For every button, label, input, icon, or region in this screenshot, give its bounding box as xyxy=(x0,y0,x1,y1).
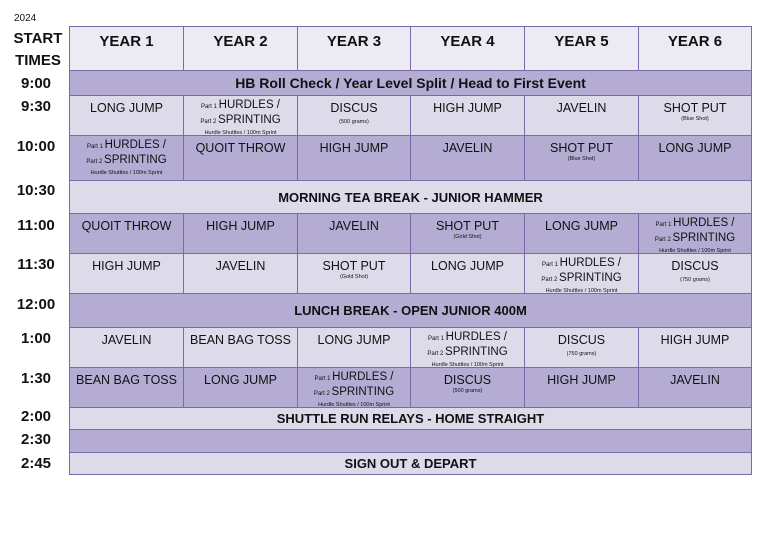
schedule-cell xyxy=(638,367,752,408)
schedule-cell xyxy=(297,367,411,408)
schedule-cell xyxy=(410,213,525,254)
hurdles-text: HURDLES / xyxy=(445,331,508,343)
event-name: SHOT PUT xyxy=(550,141,613,155)
event-note: (Gold Shot) xyxy=(339,274,369,280)
hurdles-line xyxy=(411,331,524,346)
event-note: Hurdle Shuttles / 100m Sprint xyxy=(90,170,163,176)
column-header-year-4: YEAR 4 xyxy=(410,26,525,71)
event-name: HIGH JUMP xyxy=(319,141,389,155)
schedule-cell xyxy=(183,367,298,408)
year-label: 2024 xyxy=(14,13,37,24)
start-label-line1: START xyxy=(13,30,63,47)
schedule-cell xyxy=(638,327,752,368)
hurdles-line xyxy=(525,257,638,272)
schedule-cell xyxy=(638,253,752,294)
event-name: DISCUS xyxy=(671,259,719,273)
sprinting-text: SPRINTING xyxy=(218,114,281,126)
event-name: HIGH JUMP xyxy=(547,373,616,387)
event-name: LONG JUMP xyxy=(431,259,504,273)
event-note: Hurdle Shuttles / 100m Sprint xyxy=(545,288,618,294)
hurdles-text: HURDLES / xyxy=(218,99,281,111)
hurdles-line xyxy=(184,99,297,114)
event-note: (Blue Shot) xyxy=(567,156,596,162)
event-name: JAVELIN xyxy=(442,141,493,155)
schedule-cell xyxy=(69,367,184,408)
part-label: Part 1 xyxy=(655,222,674,228)
event-note: (750 grams) xyxy=(566,351,597,357)
time-label: 10:30 xyxy=(16,182,56,199)
hurdles-line xyxy=(298,371,410,386)
sprinting-text: SPRINTING xyxy=(104,154,167,166)
schedule-cell xyxy=(69,135,184,181)
hurdles-line xyxy=(639,217,751,232)
start-times-label xyxy=(10,28,66,72)
event-name: LONG JUMP xyxy=(658,141,732,155)
sprinting-line xyxy=(70,154,183,169)
part-label: Part 2 xyxy=(427,351,446,357)
event-note: (500 grams) xyxy=(452,388,483,394)
part-label: Part 1 xyxy=(200,104,219,110)
schedule-cell xyxy=(69,253,184,294)
schedule-cell xyxy=(183,327,298,368)
sprinting-line xyxy=(525,272,638,287)
time-label: 2:30 xyxy=(20,431,52,448)
column-header-year-2: YEAR 2 xyxy=(183,26,298,71)
time-label: 10:00 xyxy=(16,138,56,155)
span-row-r11: SIGN OUT & DEPART xyxy=(69,452,752,475)
schedule-cell xyxy=(524,367,639,408)
hurdles-text: HURDLES / xyxy=(673,217,735,229)
schedule-cell xyxy=(638,213,752,254)
event-name: DISCUS xyxy=(557,333,606,347)
time-label: 1:00 xyxy=(20,330,52,347)
schedule-cell xyxy=(524,213,639,254)
schedule-cell xyxy=(638,135,752,181)
sprinting-text: SPRINTING xyxy=(559,272,622,284)
schedule-cell xyxy=(410,327,525,368)
part-label: Part 2 xyxy=(86,159,105,165)
time-label: 2:00 xyxy=(20,408,52,425)
hurdles-text: HURDLES / xyxy=(104,139,167,151)
schedule-cell xyxy=(183,135,298,181)
part-label: Part 1 xyxy=(541,262,560,268)
event-name: JAVELIN xyxy=(329,219,379,233)
event-name: HIGH JUMP xyxy=(433,101,502,115)
schedule-cell xyxy=(410,95,525,136)
column-header-year-1: YEAR 1 xyxy=(69,26,184,71)
schedule-cell xyxy=(183,213,298,254)
sprinting-line xyxy=(184,114,297,129)
event-name: QUOIT THROW xyxy=(195,141,286,155)
hurdles-text: HURDLES / xyxy=(332,371,394,383)
schedule-cell xyxy=(69,327,184,368)
event-note: Hurdle Shuttles / 100m Sprint xyxy=(318,402,390,408)
sprinting-text: SPRINTING xyxy=(672,232,736,244)
time-label: 12:00 xyxy=(16,296,56,313)
event-note: (500 grams) xyxy=(339,119,369,125)
event-name: HIGH JUMP xyxy=(660,333,730,347)
event-name: DISCUS xyxy=(443,373,492,387)
time-label: 9:00 xyxy=(20,75,52,92)
time-label: 1:30 xyxy=(20,370,52,387)
schedule-cell xyxy=(297,253,411,294)
event-name: LONG JUMP xyxy=(317,333,391,347)
event-note: (750 grams) xyxy=(680,277,710,283)
span-row-r9: SHUTTLE RUN RELAYS - HOME STRAIGHT xyxy=(69,407,752,430)
sprinting-line xyxy=(411,346,524,361)
event-name: SHOT PUT xyxy=(663,101,727,115)
sprinting-text: SPRINTING xyxy=(331,386,395,398)
event-name: LONG JUMP xyxy=(545,219,618,233)
schedule-cell xyxy=(410,135,525,181)
part-label: Part 1 xyxy=(314,376,333,382)
part-label: Part 2 xyxy=(541,277,560,283)
event-name: SHOT PUT xyxy=(436,219,499,233)
event-note: Hurdle Shuttles / 100m Sprint xyxy=(431,362,504,368)
schedule-cell xyxy=(69,213,184,254)
event-note: (Gold Shot) xyxy=(453,234,482,240)
sprinting-line xyxy=(639,232,751,247)
part-label: Part 2 xyxy=(313,391,332,397)
event-name: HIGH JUMP xyxy=(206,219,275,233)
schedule-cell xyxy=(297,95,411,136)
time-label: 9:30 xyxy=(20,98,52,115)
event-name: LONG JUMP xyxy=(204,373,277,387)
part-label: Part 2 xyxy=(200,119,219,125)
event-name: JAVELIN xyxy=(101,333,152,347)
event-note: (Blue Shot) xyxy=(681,116,709,122)
column-header-year-3: YEAR 3 xyxy=(297,26,411,71)
hurdles-line xyxy=(70,139,183,154)
span-row-r3: MORNING TEA BREAK - JUNIOR HAMMER xyxy=(69,180,752,214)
schedule-cell xyxy=(297,327,411,368)
event-name: QUOIT THROW xyxy=(81,219,172,233)
event-name: HIGH JUMP xyxy=(92,259,161,273)
event-name: DISCUS xyxy=(330,101,378,115)
schedule-cell xyxy=(183,253,298,294)
event-note: Hurdle Shuttles / 100m Sprint xyxy=(204,130,277,136)
schedule-cell xyxy=(297,213,411,254)
schedule-cell xyxy=(297,135,411,181)
time-label: 2:45 xyxy=(20,455,52,472)
event-name: BEAN BAG TOSS xyxy=(190,333,291,347)
hurdles-text: HURDLES / xyxy=(559,257,622,269)
schedule-cell xyxy=(524,135,639,181)
event-name: SHOT PUT xyxy=(322,259,386,273)
schedule-cell xyxy=(524,95,639,136)
schedule-cell xyxy=(638,95,752,136)
time-label: 11:30 xyxy=(17,256,55,273)
part-label: Part 1 xyxy=(86,144,105,150)
span-row-r6: LUNCH BREAK - OPEN JUNIOR 400M xyxy=(69,293,752,328)
event-name: LONG JUMP xyxy=(90,101,163,115)
schedule-cell xyxy=(410,253,525,294)
schedule-cell xyxy=(524,327,639,368)
schedule-cell xyxy=(183,95,298,136)
part-label: Part 1 xyxy=(427,336,446,342)
part-label: Part 2 xyxy=(654,237,673,243)
column-header-year-5: YEAR 5 xyxy=(524,26,639,71)
event-note: Hurdle Shuttles / 100m Sprint xyxy=(659,248,731,254)
schedule-cell xyxy=(410,367,525,408)
event-name: JAVELIN xyxy=(670,373,720,387)
sprinting-text: SPRINTING xyxy=(445,346,508,358)
start-label-line2: TIMES xyxy=(15,52,61,69)
event-name: JAVELIN xyxy=(556,101,607,115)
event-name: BEAN BAG TOSS xyxy=(76,373,177,387)
time-label: 11:00 xyxy=(17,217,55,234)
span-row-r0: HB Roll Check / Year Level Split / Head to First Event xyxy=(69,70,752,96)
sprinting-line xyxy=(298,386,410,401)
schedule-cell xyxy=(524,253,639,294)
column-header-year-6: YEAR 6 xyxy=(638,26,752,71)
event-name: JAVELIN xyxy=(215,259,266,273)
schedule-cell xyxy=(69,95,184,136)
span-row-r10 xyxy=(69,429,752,453)
